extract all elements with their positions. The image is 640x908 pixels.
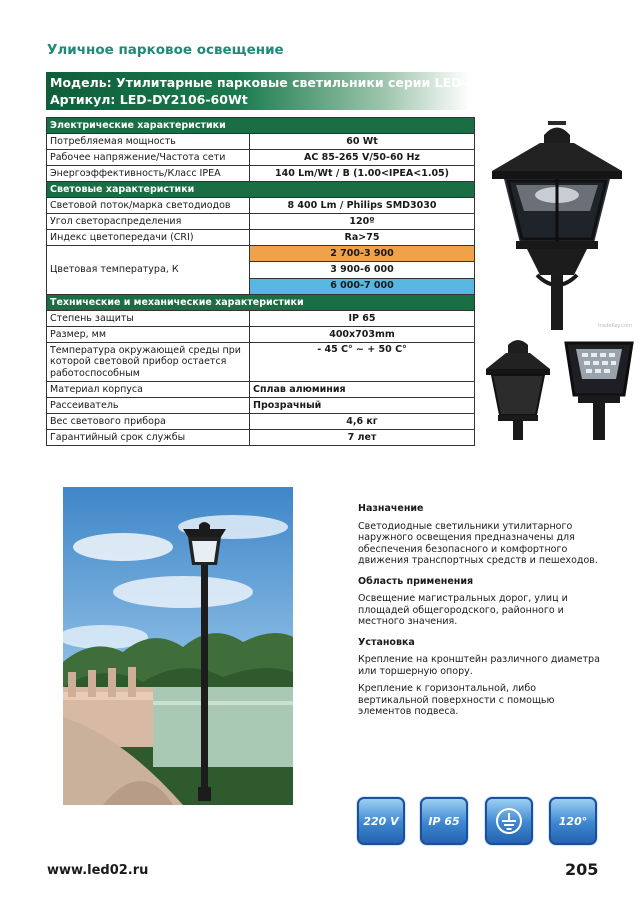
spec-table <box>46 117 475 446</box>
table-row <box>47 150 475 166</box>
table-row <box>47 214 475 230</box>
row-label: Световой поток/марка светодиодов <box>47 198 250 214</box>
table-row <box>47 327 475 343</box>
row-value: 60 Wt <box>250 134 475 150</box>
table-row <box>47 311 475 327</box>
spec-section-header <box>47 118 475 134</box>
row-value: 8 400 Lm / Philips SMD3030 <box>250 198 475 214</box>
row-label: Степень защиты <box>47 311 250 327</box>
scope-title: Область применения <box>358 575 474 587</box>
model-banner <box>46 72 521 110</box>
voltage-badge <box>357 797 405 845</box>
row-label: Вес светового прибора <box>47 414 250 430</box>
spec-section-header <box>47 182 475 198</box>
row-value: 400x703mm <box>250 327 475 343</box>
table-row <box>47 382 475 398</box>
lamp-detail-image <box>478 335 558 440</box>
row-label: Энергоэффективность/Класс IPEA <box>47 166 250 182</box>
row-value: 4,6 кг <box>250 414 475 430</box>
lamp-product-image <box>482 115 632 335</box>
electrical-header: Электрические характеристики <box>47 118 475 134</box>
page-number: 205 <box>565 860 599 879</box>
table-row <box>47 430 475 446</box>
row-label: Индекс цветопередачи (CRI) <box>47 230 250 246</box>
ip-badge <box>420 797 468 845</box>
cct-warm-value: 2 700-3 900 <box>250 246 475 262</box>
row-value: 140 Lm/Wt / B (1.00<IPEA<1.05) <box>250 166 475 182</box>
install-text-2: Крепление к горизонтальной, либо вертикальной поверхности с помощью элементов подвеса. <box>358 683 555 717</box>
row-label: Потребляемая мощность <box>47 134 250 150</box>
install-text-1: Крепление на кронштейн различного диаметра или торшерную опору. <box>358 654 600 677</box>
table-row <box>47 166 475 182</box>
tech-header: Технические и механические характеристики <box>47 295 475 311</box>
spec-section-header <box>47 295 475 311</box>
row-label: Материал корпуса <box>47 382 250 398</box>
row-label: Гарантийный срок службы <box>47 430 250 446</box>
table-row <box>47 198 475 214</box>
row-label: Размер, мм <box>47 327 250 343</box>
angle-badge <box>549 797 597 845</box>
table-row <box>47 414 475 430</box>
voltage-badge-label: 220 V <box>363 814 399 828</box>
lamp-led-image <box>560 335 638 440</box>
cct-neutral-value: 3 900-6 000 <box>250 262 475 278</box>
row-value: Сплав алюминия <box>250 382 475 398</box>
section-title: Уличное парковое освещение <box>47 42 284 58</box>
install-title: Установка <box>358 636 415 648</box>
angle-badge-label: 120° <box>558 814 588 828</box>
row-label: Цветовая температура, К <box>47 246 250 295</box>
watermark: tradeKey.com <box>598 323 632 329</box>
installed-lamp-photo <box>63 487 293 805</box>
scope-text: Освещение магистральных дорог, улиц и площадей общегородского, районного и местного значения. <box>358 593 568 627</box>
row-value: 120º <box>250 214 475 230</box>
table-row <box>47 230 475 246</box>
row-value: IP 65 <box>250 311 475 327</box>
table-row <box>47 398 475 414</box>
footer-url[interactable]: www.led02.ru <box>47 863 149 878</box>
light-header: Световые характеристики <box>47 182 475 198</box>
row-value: Прозрачный <box>250 398 475 414</box>
ground-badge <box>485 797 533 845</box>
cct-cold-value: 6 000-7 000 <box>250 278 475 294</box>
model-line: Модель: Утилитарные парковые светильники серии LED-DY2106 <box>50 75 521 90</box>
row-label: Рассеиватель <box>47 398 250 414</box>
row-value: - 45 C° ~ + 50 C° <box>250 343 475 382</box>
purpose-text: Светодиодные светильники утилитарного наружного освещения предназначены для обеспечения безопасного и комфортного движения транспортных средств и пешеходов. <box>358 520 598 566</box>
article-line: Артикул: LED-DY2106-60Wt <box>50 92 248 107</box>
row-value: AC 85-265 V/50-60 Hz <box>250 150 475 166</box>
grounding-icon <box>495 807 523 835</box>
purpose-title: Назначение <box>358 503 424 514</box>
ip-badge-label: IP 65 <box>428 814 460 828</box>
table-row <box>47 134 475 150</box>
row-value: 7 лет <box>250 430 475 446</box>
table-row <box>47 246 475 262</box>
row-value: Ra>75 <box>250 230 475 246</box>
row-label: Рабочее напряжение/Частота сети <box>47 150 250 166</box>
description-block <box>358 503 608 724</box>
table-row <box>47 343 475 382</box>
row-label: Угол светораспределения <box>47 214 250 230</box>
row-label: Температура окружающей среды при которой световой прибор остается работоспособным <box>47 343 250 382</box>
